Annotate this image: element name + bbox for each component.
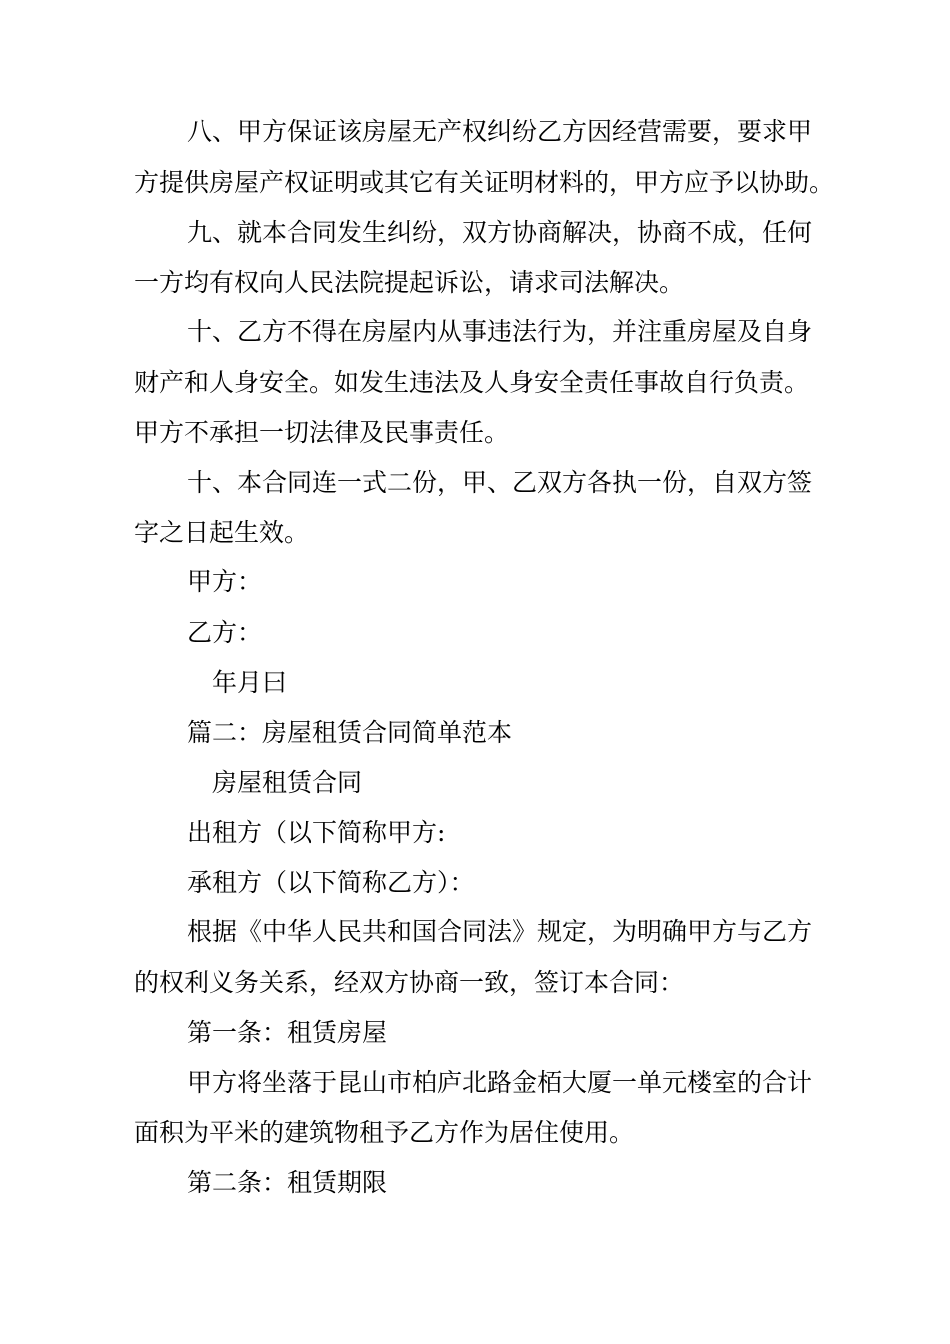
article-heading: 第一条：租赁房屋 [187,1018,388,1047]
text-line: 的权利义务关系，经双方协商一致，签订本合同： [134,968,685,997]
text-line: 十、本合同连一式二份，甲、乙双方各执一份，自双方签 [187,468,813,497]
party-b-label: 乙方： [187,618,263,647]
text-line: 财产和人身安全。如发生违法及人身安全责任事故自行负责。 [134,368,810,397]
date-label: 年月曰 [212,668,288,697]
text-line: 甲方将坐落于昆山市柏庐北路金栢大厦一单元楼室的合计 [187,1068,813,1097]
section-heading: 篇二：房屋租赁合同简单范本 [187,718,513,747]
text-line: 十、乙方不得在房屋内从事违法行为，并注重房屋及自身 [187,317,813,346]
text-line: 一方均有权向人民法院提起诉讼，请求司法解决。 [134,268,685,297]
lessee-label: 承租方（以下简称乙方）： [187,868,475,897]
party-a-label: 甲方： [187,567,263,596]
text-line: 八、甲方保证该房屋无产权纠纷乙方因经营需要，要求甲 [187,117,813,146]
text-line: 根据《中华人民共和国合同法》规定，为明确甲方与乙方 [187,917,813,946]
contract-title: 房屋租赁合同 [212,768,363,797]
text-line: 方提供房屋产权证明或其它有关证明材料的，甲方应予以协助。 [134,168,835,197]
text-line: 面积为平米的建筑物租予乙方作为居住使用。 [134,1118,635,1147]
article-heading: 第二条：租赁期限 [187,1168,388,1197]
text-line: 九、就本合同发生纠纷，双方协商解决，协商不成，任何 [187,218,813,247]
text-line: 甲方不承担一切法律及民事责任。 [134,418,510,447]
lessor-label: 出租方（以下简称甲方: [187,818,446,847]
text-line: 字之日起生效。 [134,518,310,547]
